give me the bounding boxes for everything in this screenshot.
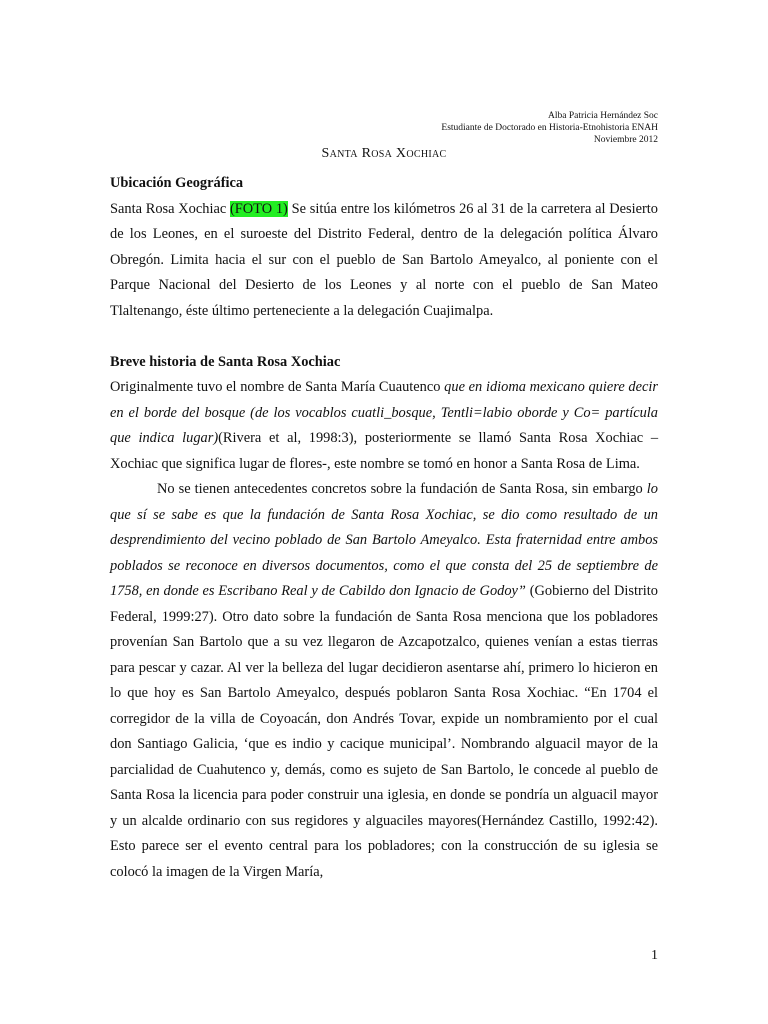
text-run: Santa Rosa Xochiac	[110, 200, 230, 217]
paragraph-location	[110, 197, 658, 325]
author-affiliation: Estudiante de Doctorado en Historia-Etnohistoria ENAH	[441, 123, 658, 133]
section-heading-history: Breve historia de Santa Rosa Xochiac	[110, 353, 341, 370]
text-run: (Gobierno del Distrito Federal, 1999:27). Otro dato sobre la fundación de Santa Rosa menciona que los pobladores provenían San Bartolo que a su vez llegaron de Azcapotzalco, quienes venían a estas tierras para pescar y cazar. Al ver la belleza del lugar decidieron asentarse ahí, primero lo hicieron en lo que hoy es San Bartolo Ameyalco, después poblaron Santa Rosa Xochiac. “En 1704 el corregidor de la villa de Coyoacán, don Andrés Tovar, expide un nombramiento por el cual don Santiago Galicia, ‘que es indio y cacique municipal’. Nombrando alguacil mayor de la parcialidad de Cuahutenco y, demás, como es sujeto de San Bartolo, le concede al pueblo de Santa Rosa la licencia para poder construir una iglesia, en donde se pondría un alguacil mayor y un alcalde ordinario con sus regidores y alguaciles mayores(Hernández Castillo, 1992:42). Esto parece ser el evento central para los pobladores; con la construcción de su iglesia se colocó la imagen de la Virgen María,	[110, 583, 658, 880]
author-header	[441, 110, 658, 146]
italic-run: lo que sí se sabe es que la fundación de Santa Rosa Xochiac, se dio como resultado de un desprendimiento del vecino poblado de San Bartolo Ameyalco. Esta fraternidad entre ambos poblados se reconoce en diversos documentos, como el que consta del 25 de septiembre de 1758, en donde es Escribano Real y de Cabildo don Ignacio de Godoy”	[110, 481, 658, 599]
page-number: 1	[651, 948, 658, 963]
highlight-photo-ref: (FOTO 1)	[229, 200, 288, 217]
document-body	[110, 171, 658, 885]
text-run: (Rivera et al, 1998:3), posteriormente se llamó Santa Rosa Xochiac – Xochiac que significa lugar de flores-, este nombre se tomó en honor a Santa Rosa de Lima.	[110, 430, 659, 472]
document-title: Santa Rosa Xochiac	[321, 146, 447, 161]
text-run: Originalmente tuvo el nombre de Santa María Cuautenco	[110, 379, 445, 395]
italic-run: que en idioma mexicano quiere decir en el borde del bosque (de los vocablos cuatli_bosque, Tentli=labio oborde y Co= partícula que indica lugar)	[110, 379, 658, 446]
paragraph-history-1	[110, 375, 658, 477]
paragraph-history-2	[110, 477, 658, 885]
section-heading-location: Ubicación Geográfica	[110, 175, 244, 191]
document-date: Noviembre 2012	[593, 135, 658, 145]
text-run: No se tienen antecedentes concretos sobre la fundación de Santa Rosa, sin embargo	[157, 481, 647, 497]
author-name: Alba Patricia Hernández Soc	[548, 111, 658, 121]
paragraph-gap	[110, 324, 658, 350]
text-run: Se sitúa entre los kilómetros 26 al 31 de la carretera al Desierto de los Leones, en el suroeste del Distrito Federal, dentro de la delegación política Álvaro Obregón. Limita hacia el sur con el pueblo de San Bartolo Ameyalco, al poniente con el Parque Nacional del Desierto de los Leones y al norte con el pueblo de San Mateo Tlaltenango, éste último perteneciente a la delegación Cuajimalpa.	[110, 200, 658, 319]
